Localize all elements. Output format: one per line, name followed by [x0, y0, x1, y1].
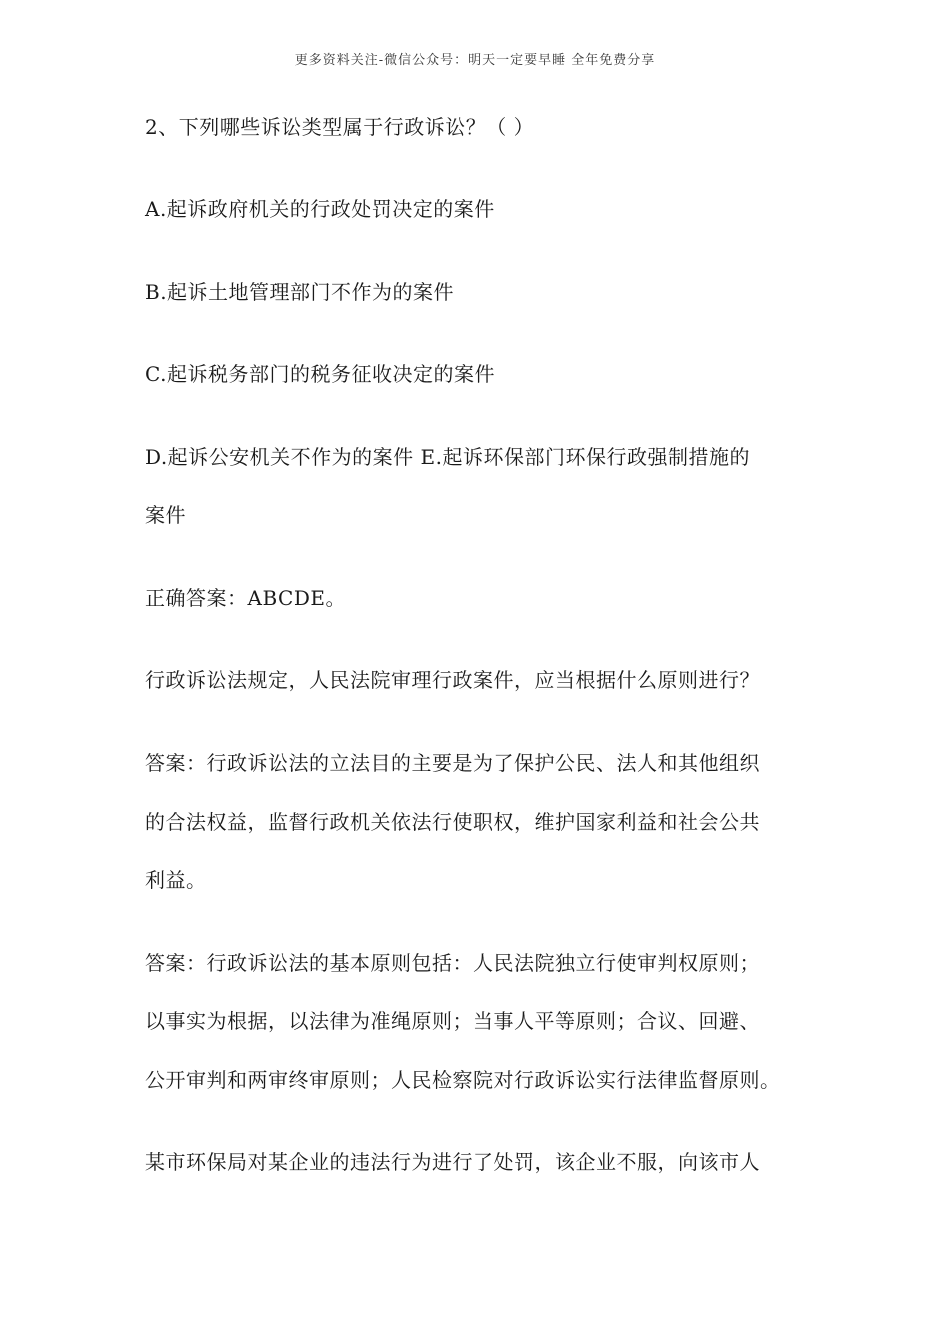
answer2-line2: 以事实为根据，以法律为准绳原则；当事人平等原则；合议、回避、 — [145, 1009, 760, 1033]
answer1-line1: 答案：行政诉讼法的立法目的主要是为了保护公民、法人和其他组织 — [145, 751, 760, 775]
answer1-line2: 的合法权益，监督行政机关依法行使职权，维护国家利益和社会公共 — [145, 810, 760, 834]
option-b: B.起诉土地管理部门不作为的案件 — [145, 280, 455, 304]
answer2-line1: 答案：行政诉讼法的基本原则包括：人民法院独立行使审判权原则； — [145, 951, 760, 975]
answer1-line3: 利益。 — [145, 868, 207, 892]
correct-answer: 正确答案：ABCDE。 — [145, 586, 346, 610]
qa-question: 行政诉讼法规定，人民法院审理行政案件，应当根据什么原则进行？ — [145, 668, 760, 692]
answer2-line3: 公开审判和两审终审原则；人民检察院对行政诉讼实行法律监督原则。 — [145, 1068, 781, 1092]
question-stem: 2、下列哪些诉讼类型属于行政诉讼？（ ） — [145, 115, 535, 139]
option-a: A.起诉政府机关的行政处罚决定的案件 — [145, 197, 495, 221]
option-de-line2: 案件 — [145, 503, 186, 527]
option-c: C.起诉税务部门的税务征收决定的案件 — [145, 362, 495, 386]
case-line: 某市环保局对某企业的违法行为进行了处罚，该企业不服，向该市人 — [145, 1150, 760, 1174]
option-de-line1: D.起诉公安机关不作为的案件 E.起诉环保部门环保行政强制措施的 — [145, 445, 750, 469]
page-header: 更多资料关注-微信公众号：明天一定要早睡 全年免费分享 — [294, 53, 656, 68]
